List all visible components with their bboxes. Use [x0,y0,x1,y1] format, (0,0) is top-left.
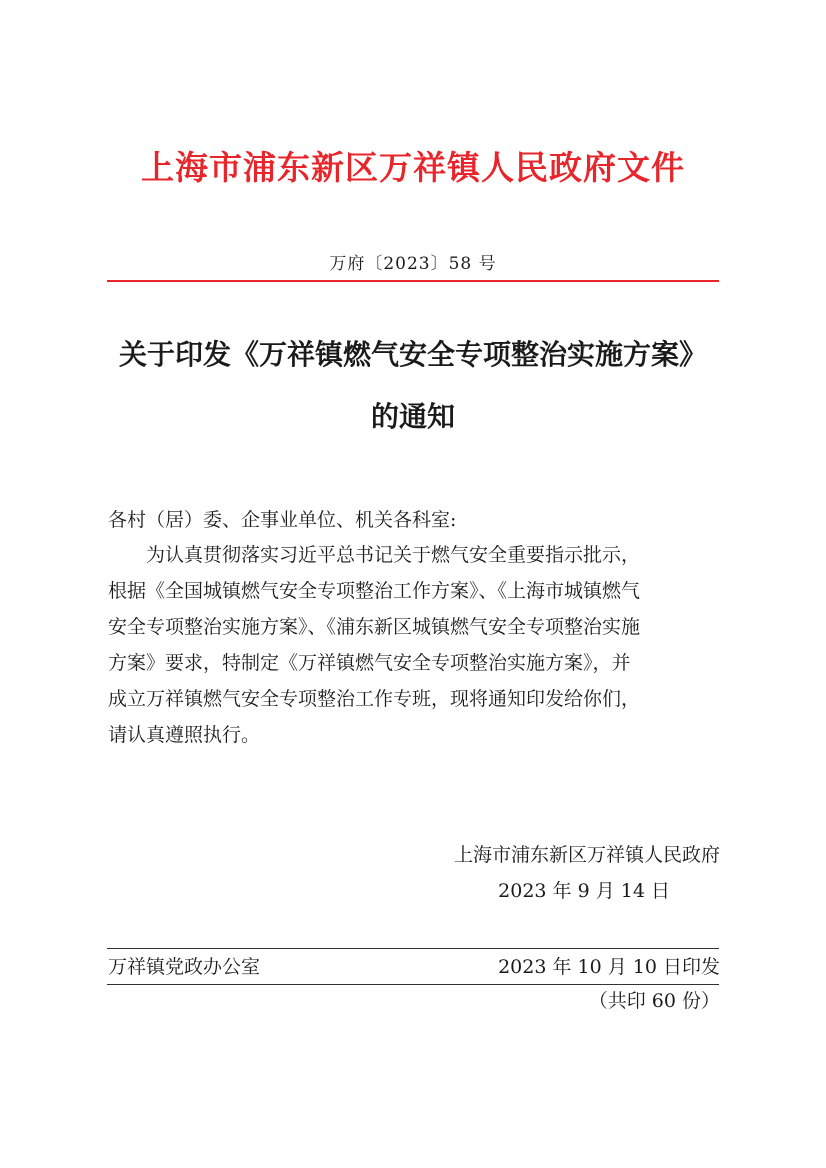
notice-title-line-2: 的通知 [370,400,455,433]
document-number: 万府〔2023〕58 号 [329,254,497,274]
body-line: 安全专项整治实施方案》、《浦东新区城镇燃气安全专项整治实施 [108,616,641,638]
body-line: 根据《全国城镇燃气安全专项整治工作方案》、《上海市城镇燃气 [108,580,641,602]
header-divider [107,280,719,282]
body-line: 方案》要求，特制定《万祥镇燃气安全专项整治实施方案》，并 [108,652,631,674]
notice-title-line-1: 关于印发《万祥镇燃气安全专项整治实施方案》 [118,338,707,371]
salutation: 各村（居）委、企事业单位、机关各科室: [108,509,457,531]
footer-print-date: 2023 年 10 月 10 日印发 [498,956,720,978]
issuer-title: 上海市浦东新区万祥镇人民政府文件 [141,148,685,187]
footer-office: 万祥镇党政办公室 [108,956,261,978]
body-line: 成立万祥镇燃气安全专项整治工作专班，现将通知印发给你们， [108,688,641,710]
signature-date: 2023 年 9 月 14 日 [498,880,670,902]
footer-bottom-rule [107,984,719,985]
signature-organization: 上海市浦东新区万祥镇人民政府 [453,844,720,866]
body-line: 请认真遵照执行。 [108,724,261,746]
body-line: 为认真贯彻落实习近平总书记关于燃气安全重要指示批示， [108,544,641,566]
footer-top-rule [107,948,719,949]
footer-copies: （共印 60 份） [588,990,720,1012]
